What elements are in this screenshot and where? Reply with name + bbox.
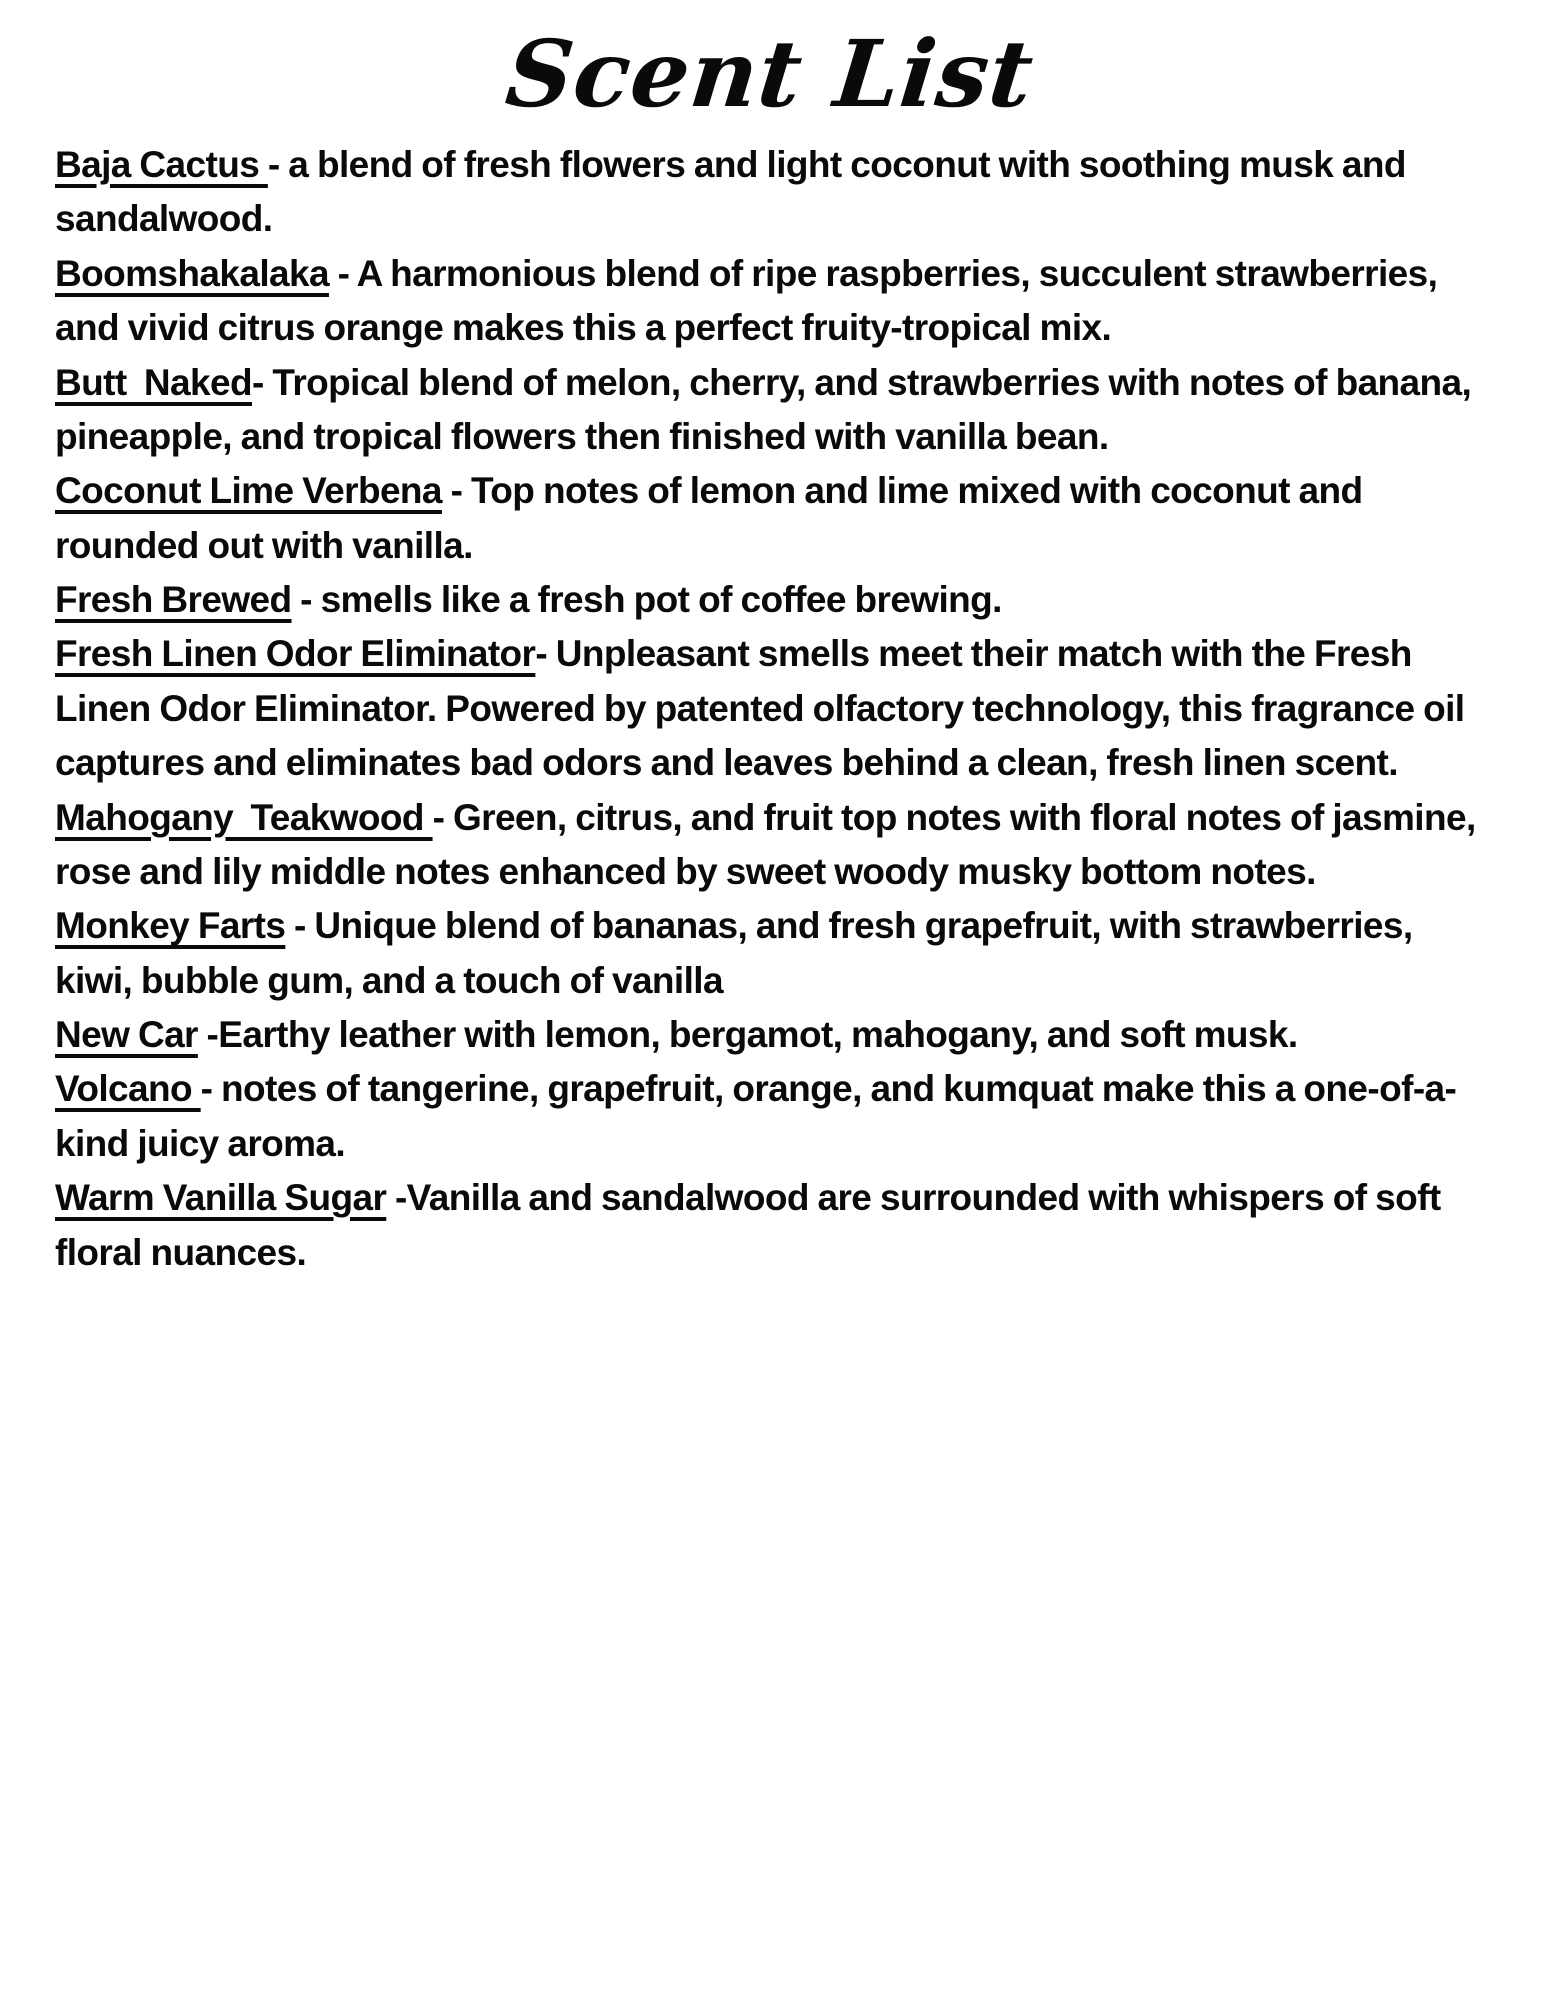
scent-entry (55, 791, 1485, 900)
scent-description: - Green, citrus, and fruit top notes with floral notes of jasmine, rose and lily middle notes enhanced by sweet woody musky bottom notes. (55, 796, 1485, 892)
scent-name: Fresh Brewed (55, 579, 292, 620)
scent-name: Butt Naked (55, 361, 252, 403)
scent-entry (55, 899, 1485, 1008)
scent-name: Volcano (55, 1068, 201, 1110)
scent-entry (55, 1062, 1485, 1171)
scent-entry (55, 573, 1485, 627)
scent-name: New Car (55, 1014, 198, 1055)
scent-description: - a blend of fresh flowers and light coconut with soothing musk and sandalwood. (55, 144, 1415, 240)
scent-description: -Vanilla and sandalwood are surrounded with whispers of soft floral nuances. (55, 1177, 1450, 1273)
scent-entry (55, 1171, 1485, 1280)
scent-entry (55, 1008, 1485, 1062)
scent-name: Monkey Farts (55, 905, 286, 947)
scent-entry (55, 138, 1485, 247)
page-title: Scent List (501, 20, 1039, 128)
scent-description: - A harmonious blend of ripe raspberries, succulent strawberries, and vivid citrus orange makes this a perfect fruity-tropical mix. (55, 252, 1446, 349)
scent-description: - notes of tangerine, grapefruit, orange, and kumquat make this a one-of-a-kind juicy aroma. (55, 1068, 1457, 1164)
scent-description: - smells like a fresh pot of coffee brewing. (291, 579, 1002, 620)
scent-description: - Unique blend of bananas, and fresh grapefruit, with strawberries, kiwi, bubble gum, and a touch of vanilla (55, 905, 1422, 1001)
scent-name: Mahogany Teakwood (55, 796, 433, 838)
scent-name: Coconut Lime Verbena (55, 470, 442, 512)
scent-name: Warm Vanilla Sugar (55, 1177, 387, 1219)
scent-name: Fresh Linen Odor Eliminator (55, 633, 536, 675)
scent-entry (55, 464, 1485, 573)
scent-list (55, 138, 1485, 1280)
scent-description: - Top notes of lemon and lime mixed with coconut and rounded out with vanilla. (55, 470, 1372, 566)
scent-name: Boomshakalaka (55, 252, 329, 294)
scent-description: -Earthy leather with lemon, bergamot, mahogany, and soft musk. (197, 1014, 1298, 1055)
scent-description: - Unpleasant smells meet their match with the Fresh Linen Odor Eliminator. Powered by patented olfactory technology, this fragrance oil captures and eliminates bad odors and leaves behind a clean, fresh linen scent. (55, 633, 1474, 784)
scent-entry (55, 627, 1485, 790)
scent-name: Baja Cactus (55, 144, 268, 185)
scent-entry (55, 247, 1485, 356)
scent-description: - Tropical blend of melon, cherry, and strawberries with notes of banana, pineapple, and tropical flowers then finished with vanilla bean. (55, 361, 1480, 457)
scent-entry (55, 356, 1485, 465)
